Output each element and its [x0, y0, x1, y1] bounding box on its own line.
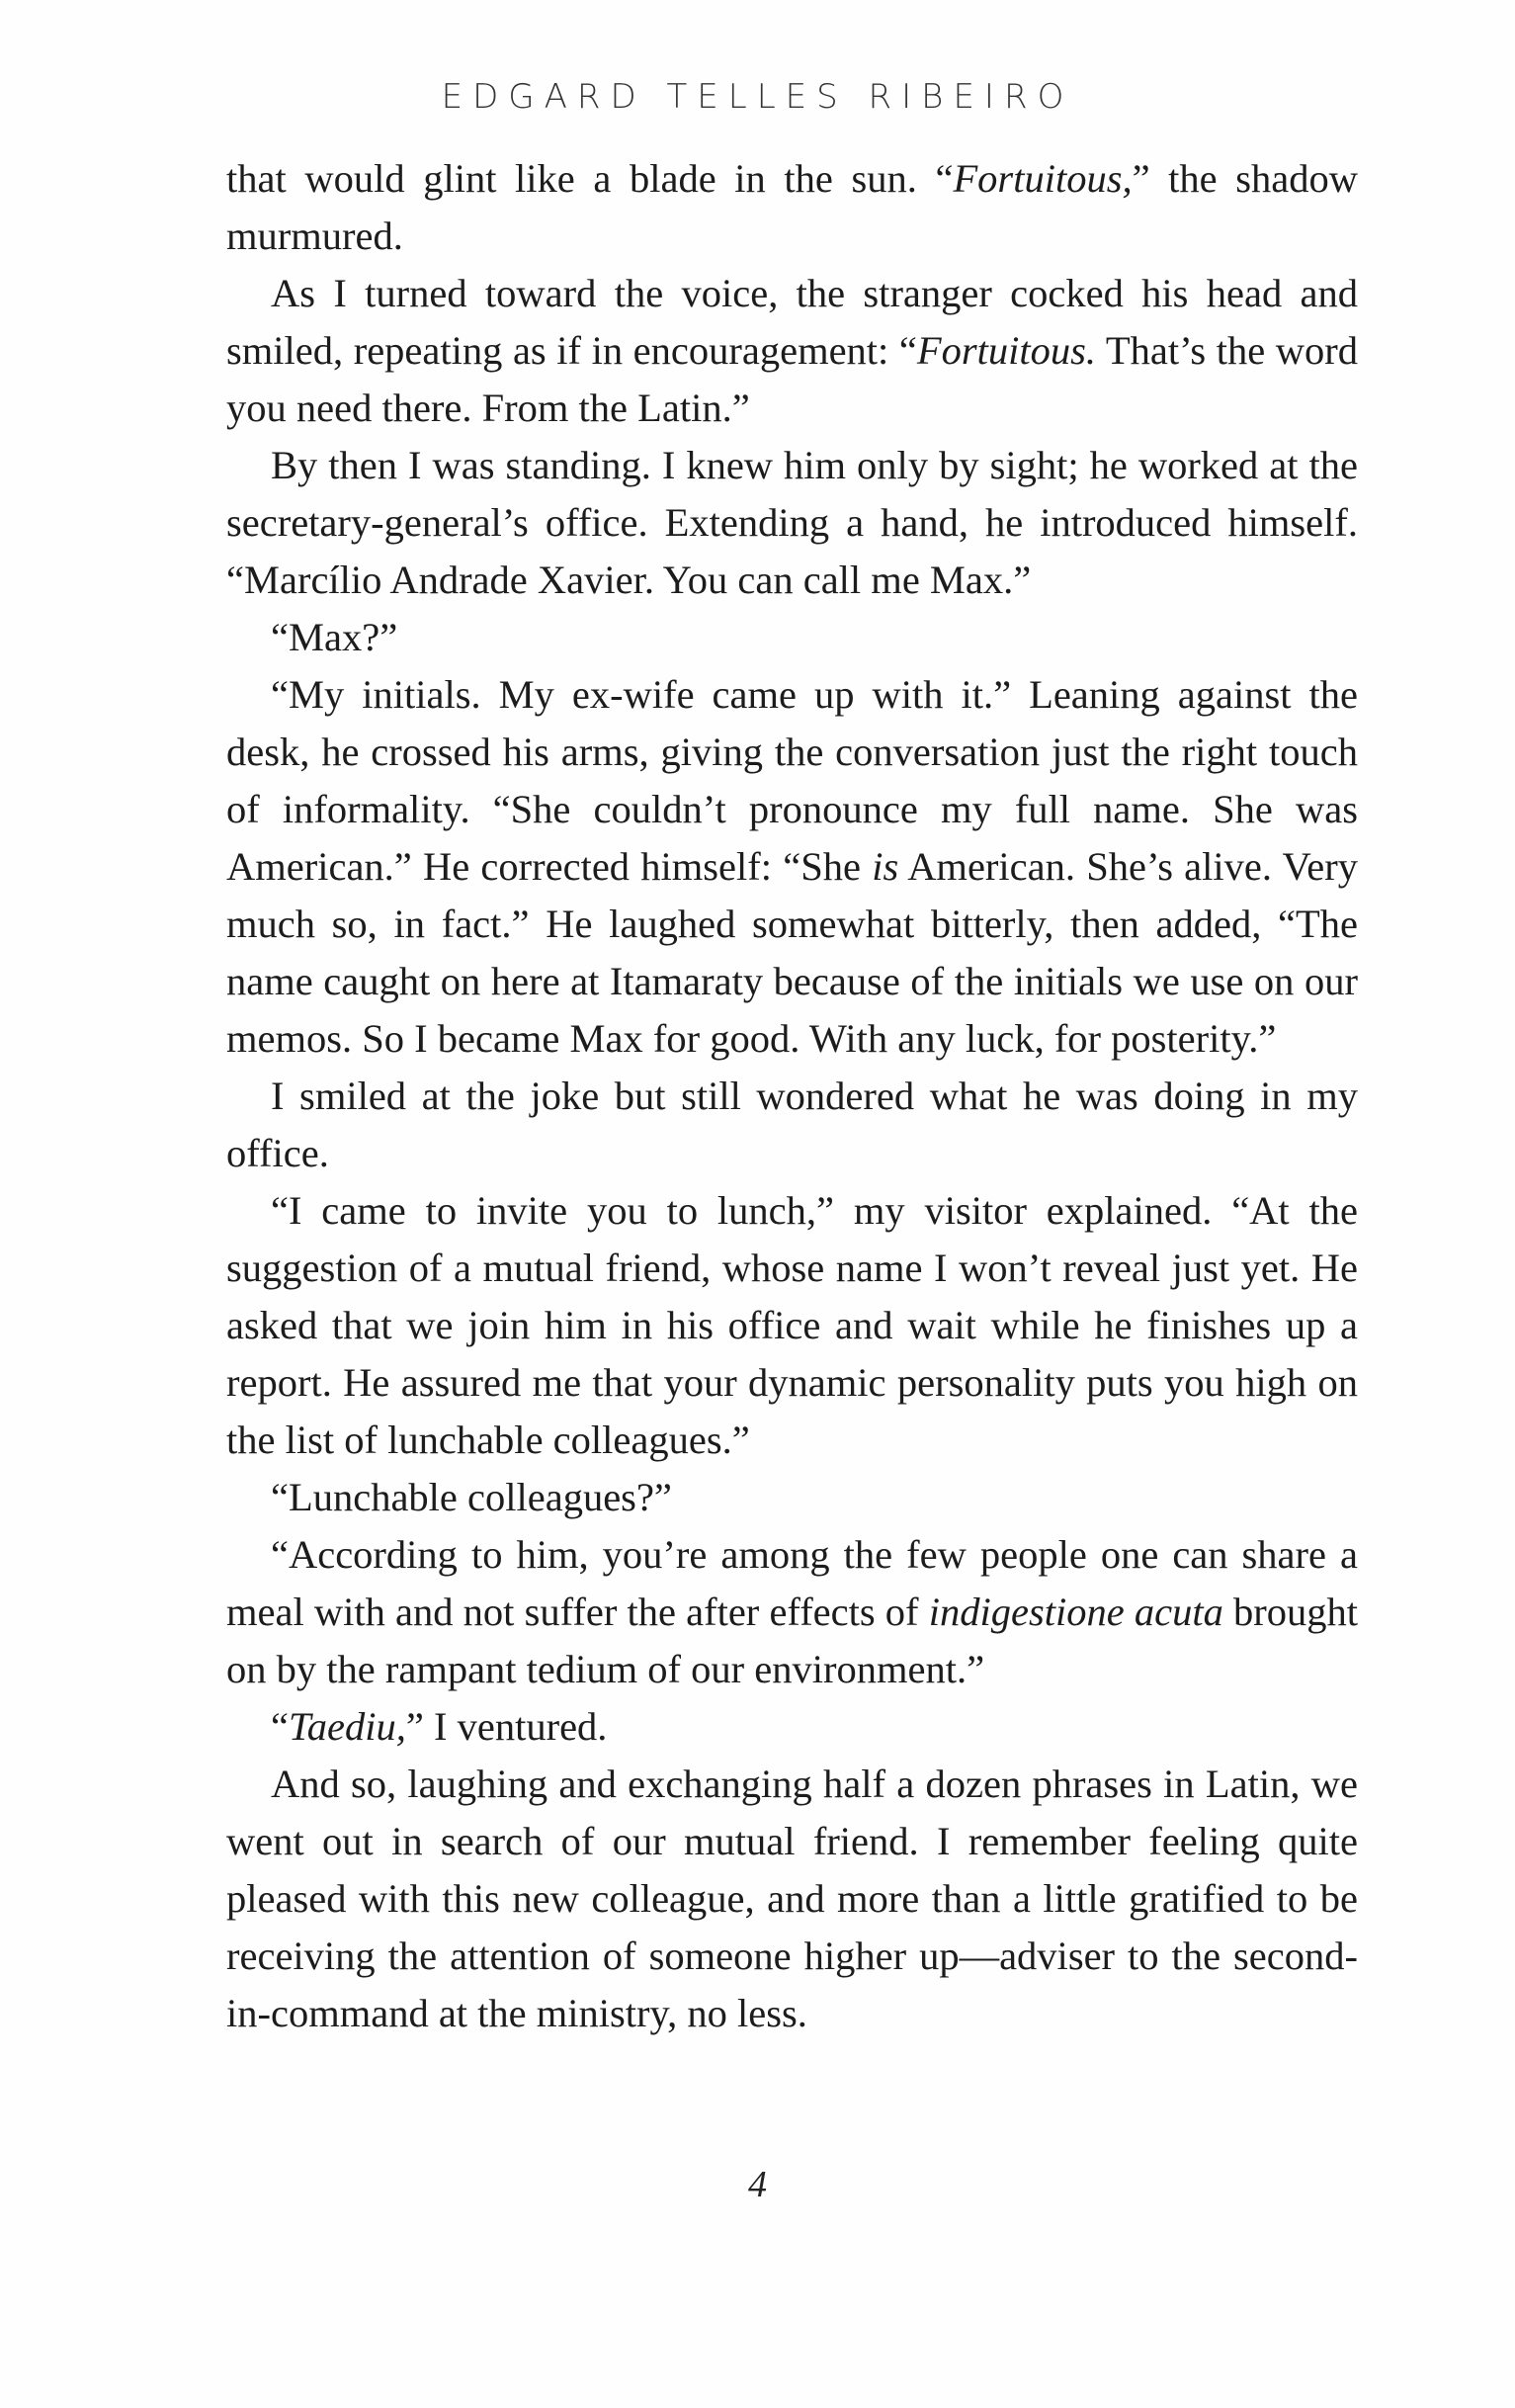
paragraph-9 [226, 1526, 1358, 1698]
paragraph-7: “I came to invite you to lunch,” my visitor explained. “At the suggestion of a mutual friend, whose name I won’t reveal just yet. He asked that we join him in his office and wait while he finishes up a report. He assured me that your dynamic personality puts you high on the list of lunchable colleagues.” [226, 1188, 1358, 1462]
paragraph-1-italic: Fortuitous, [953, 156, 1133, 201]
paragraph-10-text-b: ” I ventured. [405, 1704, 608, 1749]
paragraph-4: “Max?” [271, 615, 398, 659]
running-head: EDGARD TELLES RIBEIRO [441, 77, 1074, 117]
paragraph-1 [226, 150, 1358, 265]
paragraph-9-text-b: brought on by the rampant tedium of our environment.” [226, 1590, 1358, 1691]
paragraph-10-text-a: “ [271, 1704, 289, 1749]
paragraph-5-italic: is [872, 844, 899, 889]
paragraph-11: And so, laughing and exchanging half a dozen phrases in Latin, we went out in search of our mutual friend. I remember feeling quite pleased with this new colleague, and more than a little gratified to be receiving the attention of someone higher up—adviser to the second-in-command at the ministry, no less. [226, 1762, 1358, 2035]
paragraph-2-italic: Fortuitous. [916, 328, 1097, 373]
page-number: 4 [748, 2164, 767, 2205]
paragraph-10 [226, 1698, 1358, 1756]
paragraph-1-text-a: that would glint like a blade in the sun. “ [226, 156, 954, 201]
paragraph-9-text-a: “According to him, you’re among the few people one can share a meal with and not suffer the after effects of [226, 1532, 1358, 1634]
paragraph-1-text-b: ” the shadow murmured. [226, 156, 1358, 258]
paragraph-5-text-b: American. She’s alive. Very much so, in fact.” He laughed somewhat bitterly, then added, “The name caught on here at Itamaraty because of the initials we use on our memos. So I became Max for good. With any luck, for posterity.” [226, 844, 1358, 1061]
paragraph-2-text-a: As I turned toward the voice, the stranger cocked his head and smiled, repeating as if in encouragement: “ [226, 271, 1358, 373]
paragraph-9-italic: indigestione acuta [928, 1590, 1223, 1634]
paragraph-5 [226, 666, 1358, 1068]
paragraph-3: By then I was standing. I knew him only by sight; he worked at the secretary-general’s office. Extending a hand, he introduced himself. “Marcílio Andrade Xavier. You can call me Max.” [226, 443, 1358, 602]
paragraph-5-text-a: “My initials. My ex-wife came up with it.” Leaning against the desk, he crossed his arms, giving the conversation just the right touch of informality. “She couldn’t pronounce my full name. She was American.” He corrected himself: “She [226, 672, 1358, 889]
paragraph-6: I smiled at the joke but still wondered what he was doing in my office. [226, 1074, 1358, 1175]
paragraph-2-text-b: That’s the word you need there. From the Latin.” [226, 328, 1358, 430]
paragraph-10-italic: Taediu, [288, 1704, 406, 1749]
paragraph-8: “Lunchable colleagues?” [271, 1475, 672, 1519]
body-text [226, 150, 1358, 2042]
paragraph-2 [226, 265, 1358, 437]
